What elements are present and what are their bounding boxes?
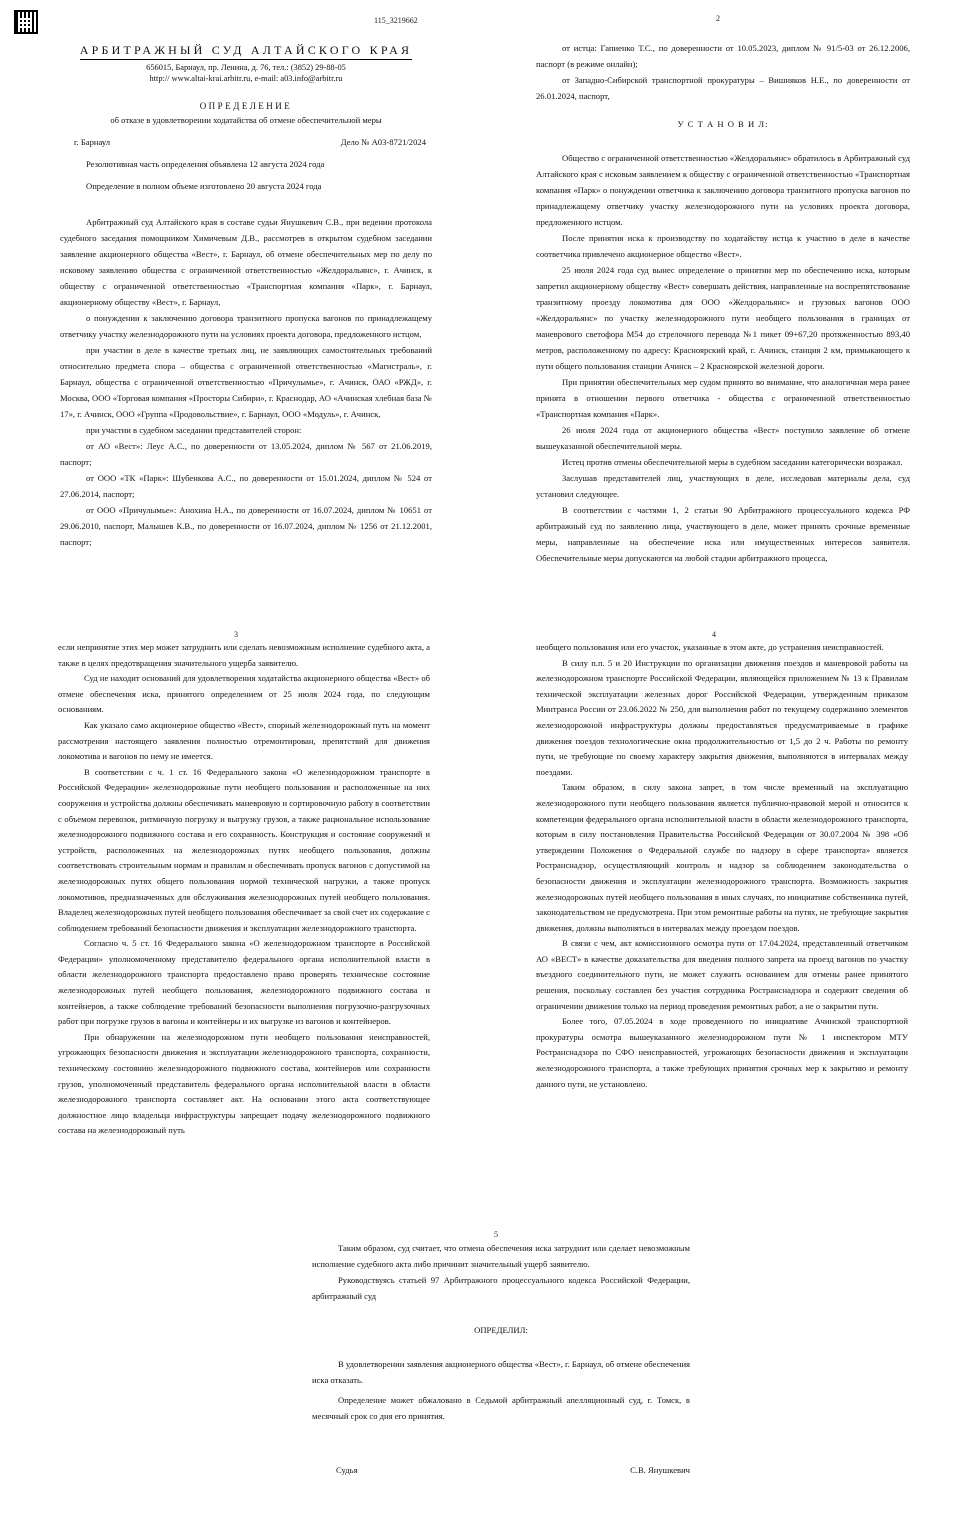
paragraph: При обнаружении на железнодорожном пути необщего пользования неисправностей, угрожающих безопасности движения и эксплуатации железнодорожного транспорта, сохранности, техническому состоянию железнодорожного подвижного состава, контейнеров или сохранности грузов, уполномоченный представитель федерального органа исполнительной власти в области железнодорожного транспорта составляет акт. На основании этого акта соответствующее должностное лицо владельца инфраструктуры запрещает подачу железнодорожного подвижного состава на железнодорожный путь: [58, 1031, 430, 1136]
document-title: ОПРЕДЕЛЕНИЕ: [199, 101, 293, 111]
paragraph: 26 июля 2024 года от акционерного общества «Вест» поступило заявление об отмене вышеуказанной обеспечительной меры.: [536, 425, 910, 451]
page-number: 4: [712, 630, 716, 639]
paragraph: от ООО «ТК «Парк»: Шубенкова А.С., по доверенности от 15.01.2024, диплом № 524 от 27.06.2014, паспорт;: [60, 473, 432, 499]
page-number: 2: [716, 14, 720, 23]
paragraph: В соответствии с частями 1, 2 статьи 90 Арбитражного процессуального кодекса РФ арбитражный суд по заявлению лица, участвующего в деле, может принять срочные временные меры, направленные на обеспечение иска или имущественных интересов заявителя. Обеспечительные меры допускаются на любой стадии арбитражного процесса,: [536, 505, 910, 563]
paragraph: от Западно-Сибирской транспортной прокуратуры – Вишняков Н.Е., по доверенности от 26.01.2024, паспорт,: [536, 75, 910, 101]
case-number: Дело № А03-8721/2024: [340, 137, 426, 147]
page-number: 5: [494, 1230, 498, 1239]
paragraph: Руководствуясь статьей 97 Арбитражного процессуального кодекса Российской Федерации, арбитражный суд: [312, 1275, 690, 1301]
signature-name: С.В. Янушкевич: [630, 1465, 690, 1475]
page-3: [58, 640, 430, 1139]
paragraph: Таким образом, в силу закона запрет, в том числе временный на эксплуатацию железнодорожного пути необщего пользования является публично-правовой мерой и относится к компетенции федерального органа исполнительной власти в области железнодорожного транспорта, которым в силу постановления Правительства Российской Федерации от 30.07.2004 № 398 «Об утверждении Положения о Федеральной службе по надзору в сфере транспорта» является Ространснадзор, осуществляющий контроль и надзор за соблюдением законодательства о безопасности движения и эксплуатации железнодорожного транспорта. Возможность закрытия железнодорожных путей необщего пользования в иных случаях, по инициативе собственника путей, законодательством не предусмотрена. При этом ремонтные работы на путях, не требующие закрытия движения, должны выполняться в интервалах между проездом поездов.: [536, 782, 908, 933]
paragraph: 25 июля 2024 года суд вынес определение о принятии мер по обеспечению иска, которым запретил акционерному обществу «Вест» совершать действия, направленные на воспрепятствование транзитному проезду локомотива для ООО «Желдоральянс» и грузовых вагонов ООО «Желдоральянс» по участку железнодорожного пути необщего пользования в границах от маневрового светофора М54 до стрелочного перевода №1 пикет 09+67,20 протяженностью 893,40 метров, расположенному по адресу: Красноярский край, г. Ачинск, станция 2 км, примыкающего к пути общего пользования станции Ачинск – 2 Красноярской железной дороги.: [536, 265, 910, 371]
paragraph: от АО «Вест»: Леус А.С., по доверенности от 13.05.2024, диплом № 567 от 21.06.2019, паспорт;: [60, 441, 432, 467]
paragraph: при участии в деле в качестве третьих лиц, не заявляющих самостоятельных требований относительно предмета спора – общества с ограниченной ответственностью «Магистраль», г. Барнаул, общества с ограниченной ответственностью «Причулымье», г. Ачинск, ОАО «РЖД», г. Москва, ООО «Торговая компания «Просторы Сибири», г. Краснодар, АО «Ачинская хлебная база № 17», г. Ачинск, ООО «Группа «Продовольствие», г. Барнаул, ООО «Модуль», г. Ачинск,: [60, 345, 432, 419]
qr-code: [14, 10, 38, 34]
court-name: АРБИТРАЖНЫЙ СУД АЛТАЙСКОГО КРАЯ: [79, 43, 413, 57]
paragraph: если непринятие этих мер может затруднить или сделать невозможным исполнение судебного акта, а также в целях предотвращения значительного ущерба заявителю.: [58, 642, 430, 668]
paragraph: После принятия иска к производству по ходатайству истца к участию в деле в качестве соответчика привлечено акционерное общество «Вест».: [536, 233, 910, 259]
paragraph: При принятии обеспечительных мер судом принято во внимание, что аналогичная мера ранее принята в отношении первого ответчика - общества с ограниченной ответственностью «Транспортная компания «Парк».: [536, 377, 910, 419]
paragraph: Более того, 07.05.2024 в ходе проведенного по инициативе Ачинской транспортной прокуратуры осмотра вышеуказанного железнодорожном пути № 1 инспектором МТУ Ространснадзора по СФО неисправностей, угрожающих безопасности движения и эксплуатации железнодорожного транспорта, а также требующих принятия срочных мер к закрытию и ремонту данного пути, не установлено.: [536, 1016, 908, 1089]
paragraph: В связи с чем, акт комиссионного осмотра пути от 17.04.2024, представленный ответчиком АО «ВЕСТ» в качестве доказательства для введения полного запрета на проезд вагонов по участку въездного соединительного пути, не может служить основанием для отмены ранее принятого решения, поскольку составлен без участия сотрудника Ространснадзора и содержит сведения об ограничении движения только на период проведения ремонтных работ, а не о закрытии пути.: [536, 938, 908, 1011]
paragraph: Согласно ч. 5 ст. 16 Федерального закона «О железнодорожном транспорте в Российской Федерации» уполномоченному представителю федерального органа исполнительной власти в области железнодорожного транспорта предоставлено право проверять техническое состояние железнодорожных путей необщего пользования, железнодорожного подвижного состава и контейнеров, а также соблюдение требований безопасности выполнения погрузочно-разгрузочных работ при погрузке грузов в вагоны и контейнеры и их выгрузке из вагонов и контейнеров.: [58, 938, 430, 1027]
section-heading-established: У С Т А Н О В И Л:: [677, 119, 769, 129]
paragraph: от истца: Гапиенко Т.С., по доверенности от 10.05.2023, диплом № 91/5-03 от 26.12.2006, паспорт (в режиме онлайн);: [536, 43, 910, 69]
header-rule: [80, 59, 412, 60]
paragraph: Истец против отмены обеспечительной меры в судебном заседании категорически возражал.: [562, 457, 903, 467]
paragraph: В соответствии с ч. 1 ст. 16 Федерального закона «О железнодорожном транспорте в Российской Федерации» железнодорожные пути необщего пользования и расположенные на них сооружения и устройства должны обеспечивать маневровую и сортировочную работу в соответствии с объемом перевозок, ритмичную погрузку и выгрузку грузов, а также рациональное использование железнодорожного подвижного состава и его сохранность. Конструкция и состояние сооружений и устройств, расположенных на железнодорожных путях необщего пользования, должны соответствовать строительным нормам и правилам и обеспечивать пропуск вагонов с допустимой на железнодорожных путях общего пользования нормой технической нагрузки, а также пропуск локомотивов, предназначенных для обслуживания железнодорожных путей необщего пользования. Владелец железнодорожных путей необщего пользования обеспечивает за свой счет их содержание с соблюдением требований безопасности движения и эксплуатации железнодорожного транспорта.: [58, 766, 430, 933]
document-subtitle: об отказе в удовлетворении ходатайства об отмене обеспечительной меры: [110, 115, 382, 125]
city: г. Барнаул: [74, 137, 111, 147]
document-id: 115_3219662: [374, 16, 418, 25]
paragraph: необщего пользования или его участок, указанные в этом акте, до устранения неисправностей.: [536, 642, 884, 652]
page-5: [312, 1240, 690, 1478]
paragraph: Суд не находит оснований для удовлетворения ходатайства акционерного общества «Вест» об отмене обеспечения иска, принятого определением от 25 июля 2024 года, по следующим основаниям.: [58, 673, 430, 715]
date-resolution: Резолютивная часть определения объявлена 12 августа 2024 года: [86, 159, 325, 169]
date-full: Определение в полном объеме изготовлено 20 августа 2024 года: [86, 181, 322, 191]
paragraph: Как указало само акционерное общество «Вест», спорный железнодорожный путь на момент рассмотрения настоящего заявления полностью отремонтирован, препятствий для движения локомотива и вагонов по нему не имеется.: [58, 719, 430, 762]
paragraph: о понуждении к заключению договора транзитного пропуска вагонов по принадлежащему ответчику участку железнодорожного пути на условиях проекта договора, предложенного истцом,: [60, 313, 432, 339]
page-number: 3: [234, 630, 238, 639]
paragraph: Арбитражный суд Алтайского края в составе судьи Янушкевич С.В., при ведении протокола судебного заседания помощником Химичевым Д.В., рассмотрев в открытом судебном заседании заявление акционерного общества «Вест», г. Барнаул, об отмене обеспечительных мер по делу по исковому заявлению общества с ограниченной ответственностью «Желдоральянс», г. Ачинск, к обществу с ограниченной ответственностью «Транспортная компания «Парк», г. Барнаул, акционерному обществу «Вест», г. Барнаул,: [60, 217, 432, 307]
paragraph: В силу п.п. 5 и 20 Инструкции по организации движения поездов и маневровой работы на железнодорожном транспорте Российской Федерации, являющейся приложением № 13 к Правилам технической эксплуатации железных дорог Российской Федерации, утвержденным приказом Минтранса России от 23.06.2022 № 250, для выполнения работ по текущему содержанию элементов железнодорожной инфраструктуры должны предоставляться предусматриваемые в графике движения поездов технологические окна продолжительностью от 1,5 до 2 ч. Работы по ремонту пути, не требующие по своему характеру закрытия движения, выполняются в интервалах между поездами.: [536, 657, 908, 777]
court-address: 656015, Барнаул, пр. Ленина, д. 76, тел.: (3852) 29-88-05: [146, 63, 346, 72]
page-1: [60, 42, 432, 550]
section-heading-decided: ОПРЕДЕЛИЛ:: [474, 1325, 528, 1335]
paragraph: Заслушав представителей лиц, участвующих в деле, исследовав материалы дела, суд установил следующее.: [536, 473, 910, 499]
page-2: [536, 40, 910, 566]
paragraph: Таким образом, суд считает, что отмена обеспечения иска затруднит или сделает невозможным исполнение судебного акта либо причинит значительный ущерб заявителю.: [312, 1243, 690, 1269]
page-4: [536, 640, 908, 1092]
paragraph: Определение может обжаловано в Седьмой арбитражный апелляционный суд, г. Томск, в месячный срок со дня его принятия.: [312, 1395, 690, 1421]
paragraph: при участии в судебном заседании представителей сторон:: [86, 425, 302, 435]
court-contacts: http:// www.altai-krai.arbitr.ru, e-mail: a03.info@arbitr.ru: [149, 74, 343, 83]
signature-role: Судья: [336, 1465, 358, 1475]
paragraph: Общество с ограниченной ответственностью «Желдоральянс» обратилось в Арбитражный суд Алтайского края с исковым заявлением к обществу с ограниченной ответственностью «Транспортная компания «Парк» о понуждении ответчика к заключению договора транзитного пропуска вагонов по принадлежащему ответчику участку железнодорожного пути на условиях проекта договора, предложенного истцом.: [536, 153, 910, 227]
paragraph: от ООО «Причулымье»: Анохина Н.А., по доверенности от 16.07.2024, диплом № 10651 от 29.06.2010, паспорт, Малышев К.В., по доверенности от 16.07.2024, диплом № 1256 от 21.12.2001, паспорт;: [60, 505, 432, 547]
paragraph: В удовлетворении заявления акционерного общества «Вест», г. Барнаул, об отмене обеспечения иска отказать.: [312, 1359, 690, 1385]
